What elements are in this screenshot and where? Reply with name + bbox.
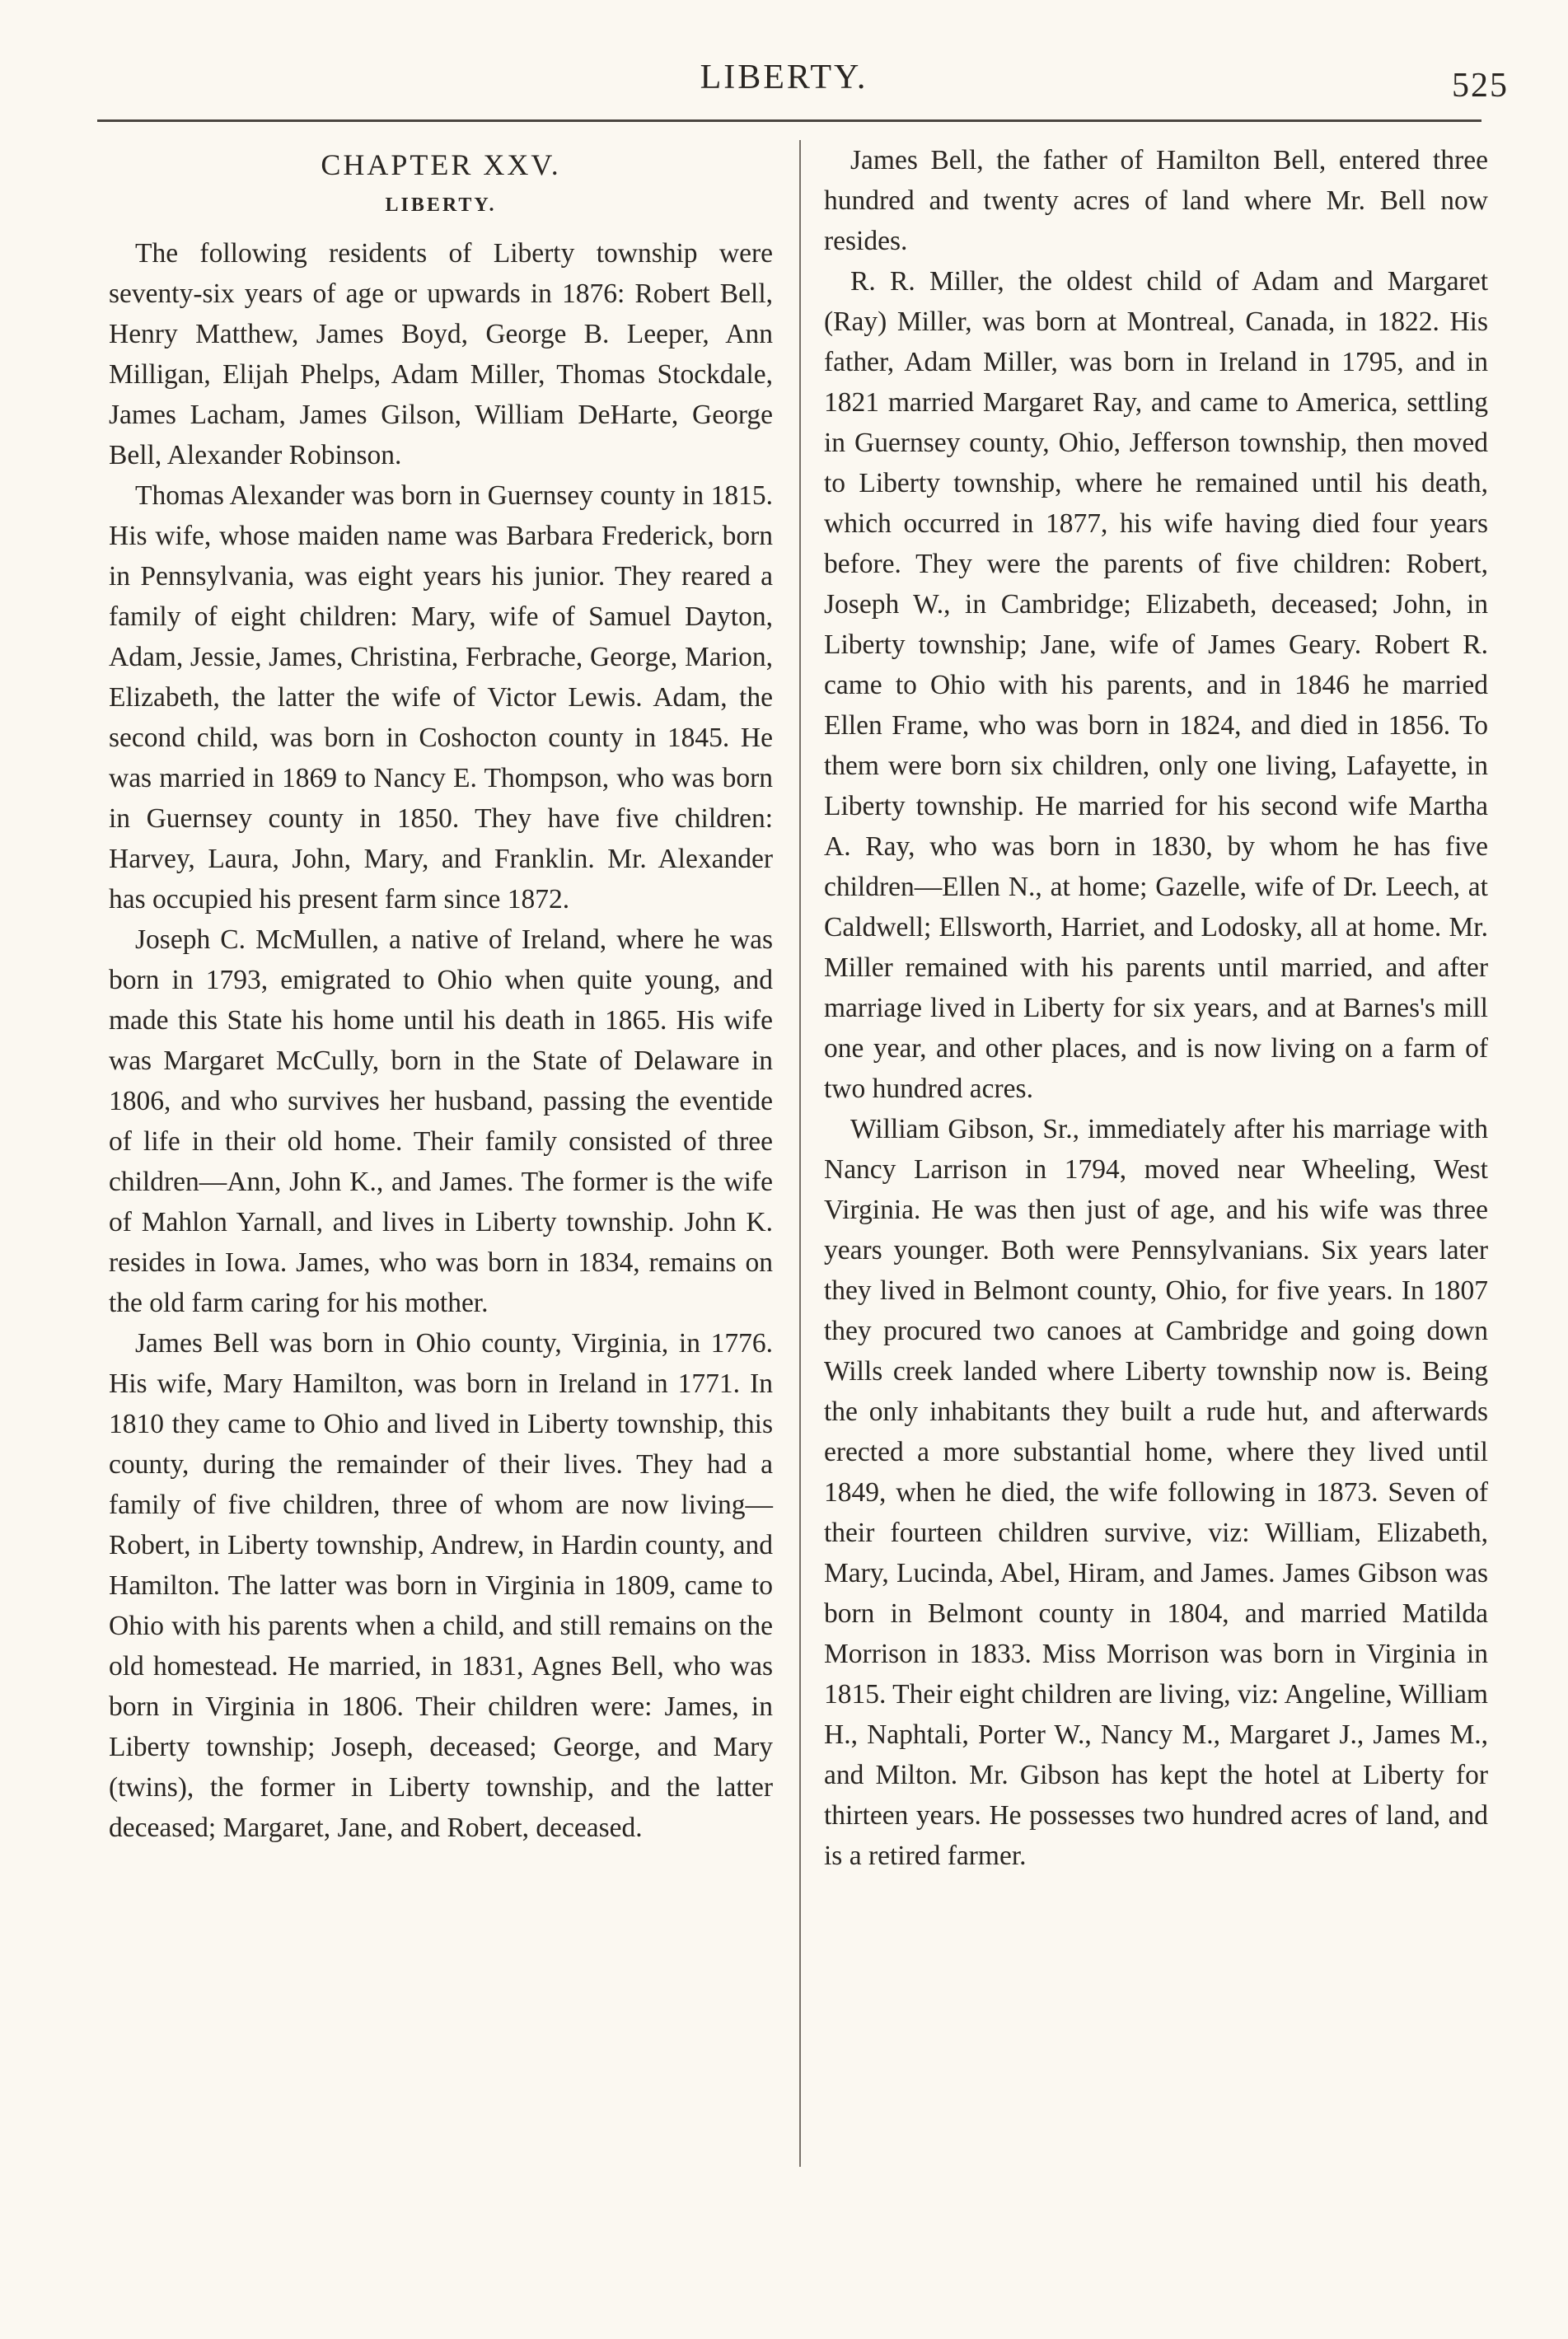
paragraph-joseph-mcmullen: Joseph C. McMullen, a native of Ireland, where he was born in 1793, emigrated to Ohio when quite young, and made this State his home until his death in 1865. His wife was Margaret McCully, born in the State of Delaware in 1806, and who survives her husband, passing the eventide of life in their old home. Their family consisted of three children—Ann, John K., and James. The former is the wife of Mahlon Yarnall, and lives in Liberty township. John K. resides in Iowa. James, who was born in 1834, remains on the old farm caring for his mother. bbox=[109, 924, 773, 1318]
column-divider bbox=[799, 140, 801, 2167]
paragraph-james-bell: James Bell was born in Ohio county, Virginia, in 1776. His wife, Mary Hamilton, was born in Ireland in 1771. In 1810 they came to Ohio and lived in Liberty township, this county, during the remainder of their lives. They had a family of five children, three of whom are now living—Robert, in Liberty township, Andrew, in Hardin county, and Hamilton. The latter was born in Virginia in 1809, came to Ohio with his parents when a child, and still remains on the old homestead. He married, in 1831, Agnes Bell, who was born in Virginia in 1806. Their children were: James, in Liberty township; Joseph, deceased; George, and Mary (twins), the former in Liberty township, and the latter deceased; Margaret, Jane, and Robert, deceased. bbox=[109, 1328, 773, 1843]
right-column bbox=[824, 140, 1488, 1876]
header-rule bbox=[97, 119, 1481, 122]
chapter-title: CHAPTER XXV. bbox=[321, 148, 561, 181]
paragraph-rr-miller: R. R. Miller, the oldest child of Adam and Margaret (Ray) Miller, was born at Montreal, Canada, in 1822. His father, Adam Miller, was born in Ireland in 1795, and in 1821 married Margaret Ray, and came to America, settling in Guernsey county, Ohio, Jefferson township, then moved to Liberty township, where he remained until his death, which occurred in 1877, his wife having died four years before. They were the parents of five children: Robert, Joseph W., in Cambridge; Elizabeth, deceased; John, in Liberty township; Jane, wife of James Geary. Robert R. came to Ohio with his parents, and in 1846 he married Ellen Frame, who was born in 1824, and died in 1856. To them were born six children, only one living, Lafayette, in Liberty township. He married for his second wife Martha A. Ray, who was born in 1830, by whom he has five children—Ellen N., at home; Gazelle, wife of Dr. Leech, at Caldwell; Ellsworth, Harriet, and Lodosky, all at home. Mr. Miller remained with his parents until married, and after marriage lived in Liberty for six years, and at Barnes's mill one year, and other places, and is now living on a farm of two hundred acres. bbox=[824, 266, 1488, 1104]
paragraph-residents: The following residents of Liberty township were seventy-six years of age or upwards in 1876: Robert Bell, Henry Matthew, James Boyd, George B. Leeper, Ann Milligan, Elijah Phelps, Adam Miller, Thomas Stockdale, James Lacham, James Gilson, William DeHarte, George Bell, Alexander Robinson. bbox=[109, 238, 773, 470]
paragraph-thomas-alexander: Thomas Alexander was born in Guernsey county in 1815. His wife, whose maiden name was Barbara Frederick, born in Pennsylvania, was eight years his junior. They reared a family of eight children: Mary, wife of Samuel Dayton, Adam, Jessie, James, Christina, Ferbrache, George, Marion, Elizabeth, the latter the wife of Victor Lewis. Adam, the second child, was born in Coshocton county in 1845. He was married in 1869 to Nancy E. Thompson, who was born in Guernsey county in 1850. They have five children: Harvey, Laura, John, Mary, and Franklin. Mr. Alexander has occupied his present farm since 1872. bbox=[109, 480, 773, 915]
running-head bbox=[0, 58, 1568, 115]
left-column bbox=[109, 140, 773, 1848]
running-title: LIBERTY. bbox=[700, 58, 868, 96]
paragraph-james-bell-land: James Bell, the father of Hamilton Bell, entered three hundred and twenty acres of land where Mr. Bell now resides. bbox=[824, 145, 1488, 256]
paragraph-william-gibson: William Gibson, Sr., immediately after his marriage with Nancy Larrison in 1794, moved near Wheeling, West Virginia. He was then just of age, and his wife was three years younger. Both were Pennsylvanians. Six years later they lived in Belmont county, Ohio, for five years. In 1807 they procured two canoes at Cambridge and going down Wills creek landed where Liberty township now is. Being the only inhabitants they built a rude hut, and afterwards erected a more substantial home, where they lived until 1849, when he died, the wife following in 1873. Seven of their fourteen children survive, viz: William, Elizabeth, Mary, Lucinda, Abel, Hiram, and James. James Gibson was born in Belmont county in 1804, and married Matilda Morrison in 1833. Miss Morrison was born in Virginia in 1815. Their eight children are living, viz: Angeline, William H., Naphtali, Porter W., Nancy M., Margaret J., James M., and Milton. Mr. Gibson has kept the hotel at Liberty for thirteen years. He possesses two hundred acres of land, and is a retired farmer. bbox=[824, 1114, 1488, 1871]
chapter-subtitle: LIBERTY. bbox=[385, 194, 497, 216]
page-number: 525 bbox=[1452, 67, 1509, 105]
